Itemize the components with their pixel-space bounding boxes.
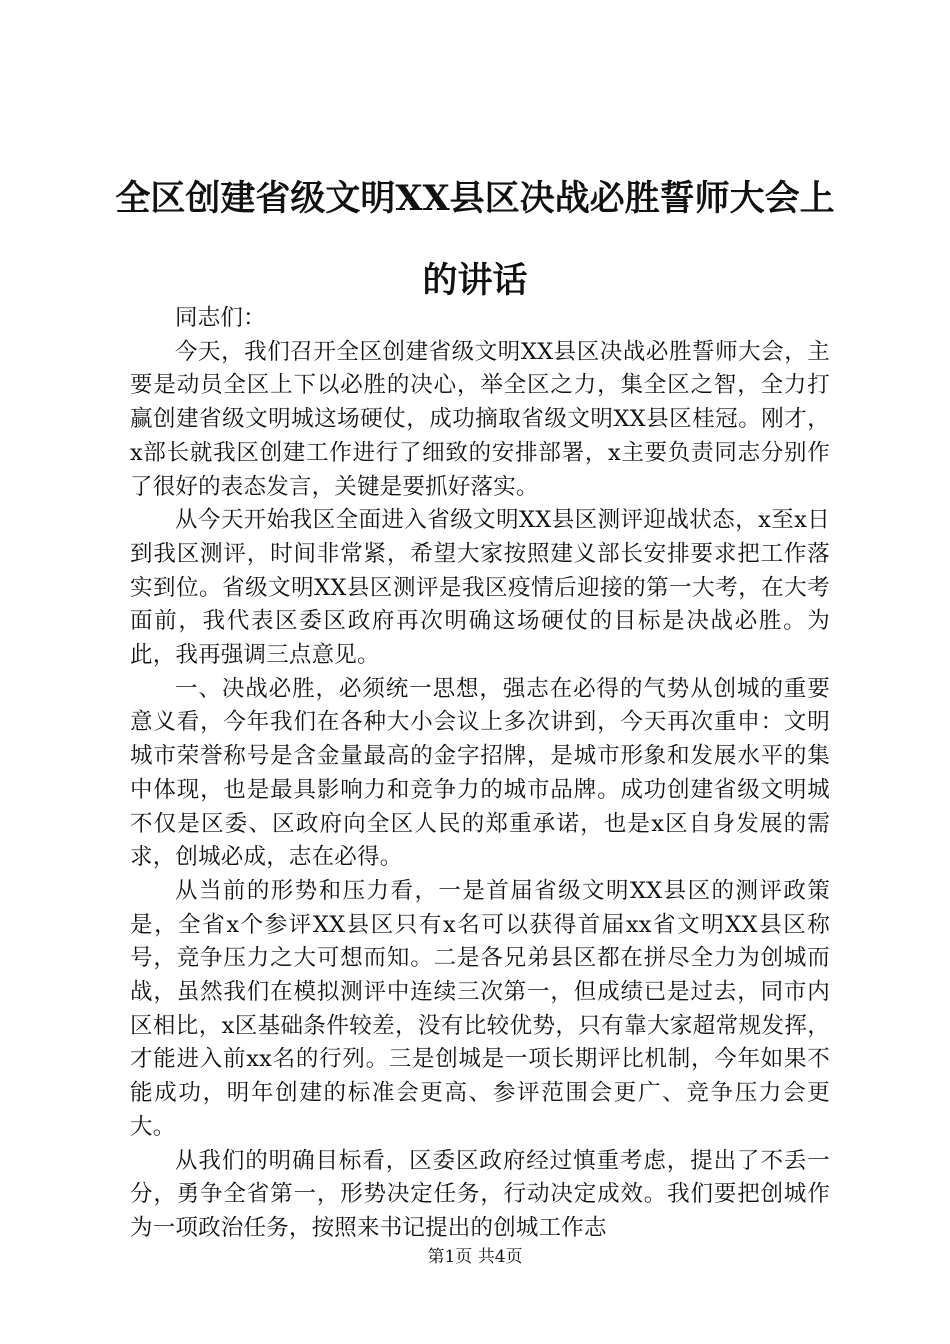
salutation: 同志们： (175, 305, 266, 331)
paragraph-3: 一、决战必胜，必须统一思想，强志在必得的气势从创城的重要意义看，今年我们在各种大小会议上多次讲到，今天再次重申：文明城市荣誉称号是含金量最高的金字招牌，是城市形象和发展水平的集中体现，也是最具影响力和竞争力的城市品牌。成功创建省级文明城不仅是区委、区政府向全区人民的郑重承诺，也是x区自身发展的需求，创城必成，志在必得。 (130, 675, 830, 871)
paragraph-4: 从当前的形势和压力看，一是首届省级文明XX县区的测评政策是，全省x个参评XX县区只有x名可以获得首届xx省文明XX县区称号，竞争压力之大可想而知。二是各兄弟县区都在拼尽全力为创城而战，虽然我们在模拟测评中连续三次第一，但成绩已是过去，同市内区相比，x区基础条件较差，没有比较优势，只有靠大家超常规发挥，才能进入前xx名的行列。三是创城是一项长期评比机制，今年如果不能成功，明年创建的标准会更高、参评范围会更广、竞争压力会更大。 (130, 877, 830, 1140)
paragraph-2: 从今天开始我区全面进入省级文明XX县区测评迎战状态，x至x日到我区测评，时间非常紧，希望大家按照建义部长安排要求把工作落实到位。省级文明XX县区测评是我区疫情后迎接的第一大考，在大考面前，我代表区委区政府再次明确这场硬仗的目标是决战必胜。为此，我再强调三点意见。 (130, 507, 830, 669)
page-number-footer: 第1页 共4页 (427, 1247, 523, 1267)
document-title: 全区创建省级文明XX县区决战必胜誓师大会上的讲话 (115, 178, 835, 301)
document-body (130, 302, 830, 1246)
paragraph-1: 今天，我们召开全区创建省级文明XX县区决战必胜誓师大会，主要是动员全区上下以必胜的决心，举全区之力，集全区之智，全力打赢创建省级文明城这场硬仗，成功摘取省级文明XX县区桂冠。刚才，x部长就我区创建工作进行了细致的安排部署，x主要负责同志分别作了很好的表态发言，关键是要抓好落实。 (130, 338, 830, 500)
paragraph-5: 从我们的明确目标看，区委区政府经过慎重考虑，提出了不丢一分，勇争全省第一，形势决定任务，行动决定成效。我们要把创城作为一项政治任务，按照来书记提出的创城工作志 (130, 1147, 830, 1241)
